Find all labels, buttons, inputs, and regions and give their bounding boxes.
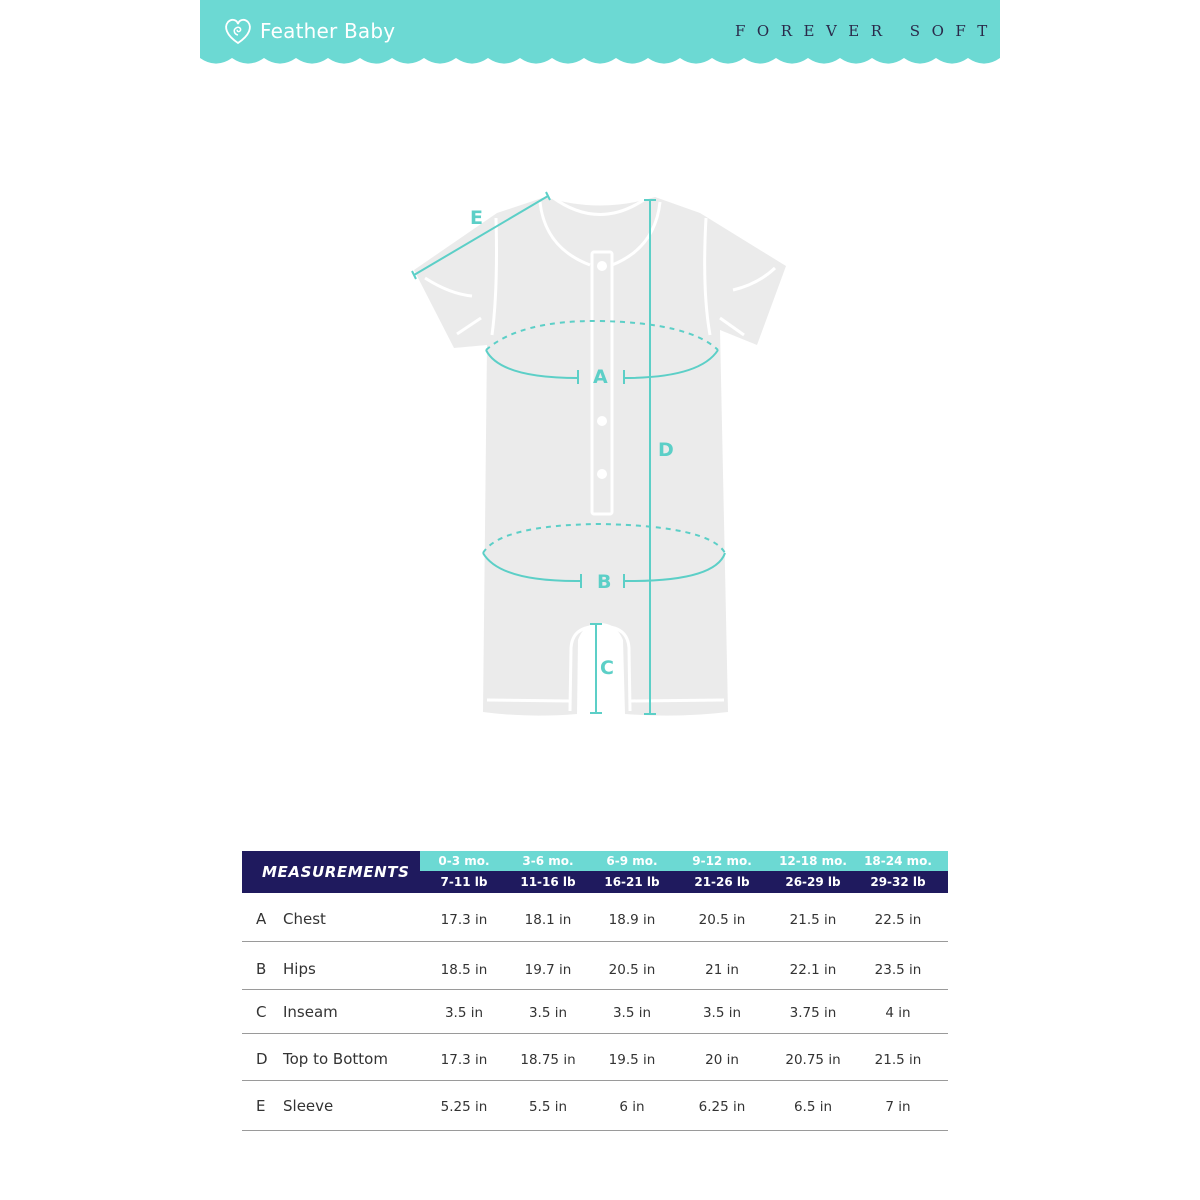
brand-logo[interactable]	[222, 14, 395, 48]
row-label: Inseam	[283, 1003, 338, 1021]
row-value: 18.75 in	[520, 1052, 576, 1068]
table-row	[242, 990, 948, 1034]
row-value: 20.5 in	[698, 912, 746, 928]
row-letter: E	[256, 1097, 266, 1115]
table-body	[242, 893, 948, 1131]
weight-header-row	[420, 871, 948, 893]
tagline: FOREVER SOFT	[735, 22, 999, 40]
table-row	[242, 893, 948, 942]
weight-column-header: 7-11 lb	[440, 875, 488, 889]
row-value: 6.5 in	[793, 1099, 833, 1115]
row-value: 23.5 in	[874, 962, 922, 978]
heart-shell-icon	[222, 15, 254, 47]
row-value: 18.5 in	[440, 962, 488, 978]
row-value: 17.3 in	[440, 1052, 488, 1068]
row-value: 3.5 in	[612, 1005, 652, 1021]
row-value: 3.5 in	[444, 1005, 484, 1021]
row-value: 17.3 in	[440, 912, 488, 928]
row-value: 20.75 in	[785, 1052, 841, 1068]
label-b: B	[597, 571, 612, 593]
row-value: 6.25 in	[698, 1099, 746, 1115]
label-e: E	[470, 207, 483, 229]
row-value: 20 in	[705, 1052, 739, 1068]
weight-column-header: 16-21 lb	[604, 875, 660, 889]
row-letter: A	[256, 910, 267, 928]
weight-column-header: 29-32 lb	[870, 875, 926, 889]
age-column-header: 6-9 mo.	[606, 854, 658, 868]
label-d: D	[658, 439, 674, 461]
row-value: 22.1 in	[789, 962, 837, 978]
row-value: 22.5 in	[874, 912, 922, 928]
row-letter: D	[256, 1050, 268, 1068]
row-value: 18.9 in	[608, 912, 656, 928]
row-label: Chest	[283, 910, 326, 928]
row-value: 20.5 in	[608, 962, 656, 978]
table-header	[242, 851, 948, 893]
romper-silhouette	[414, 197, 786, 716]
row-label: Sleeve	[283, 1097, 334, 1115]
age-header-row	[420, 851, 948, 871]
row-letter: C	[256, 1003, 267, 1021]
measurements-heading-cell	[242, 851, 420, 893]
measurements-heading: MEASUREMENTS	[262, 863, 410, 881]
row-value: 5.5 in	[528, 1099, 568, 1115]
age-column-header: 12-18 mo.	[779, 854, 847, 868]
row-letter: B	[256, 960, 267, 978]
label-a: A	[593, 366, 608, 388]
weight-column-header: 21-26 lb	[694, 875, 750, 889]
row-value: 3.5 in	[702, 1005, 742, 1021]
row-value: 4 in	[885, 1005, 911, 1021]
age-column-header: 3-6 mo.	[522, 854, 574, 868]
row-value: 21.5 in	[789, 912, 837, 928]
row-value: 6 in	[619, 1099, 645, 1115]
row-value: 21 in	[705, 962, 739, 978]
row-value: 18.1 in	[524, 912, 572, 928]
row-label: Hips	[283, 960, 316, 978]
row-value: 5.25 in	[440, 1099, 488, 1115]
row-label: Top to Bottom	[283, 1050, 388, 1068]
brand-name: Feather Baby	[260, 19, 396, 43]
row-value: 19.5 in	[608, 1052, 656, 1068]
row-value: 21.5 in	[874, 1052, 922, 1068]
age-column-header: 0-3 mo.	[438, 854, 490, 868]
table-row	[242, 1081, 948, 1131]
weight-column-header: 11-16 lb	[520, 875, 576, 889]
age-column-header: 9-12 mo.	[692, 854, 752, 868]
size-chart-table	[242, 851, 948, 1131]
label-c: C	[600, 657, 614, 679]
weight-column-header: 26-29 lb	[785, 875, 841, 889]
age-column-header: 18-24 mo.	[864, 854, 932, 868]
row-value: 3.75 in	[789, 1005, 837, 1021]
romper-diagram	[400, 180, 800, 740]
row-value: 3.5 in	[528, 1005, 568, 1021]
table-row	[242, 942, 948, 990]
table-row	[242, 1034, 948, 1081]
row-value: 7 in	[885, 1099, 911, 1115]
row-value: 19.7 in	[524, 962, 572, 978]
